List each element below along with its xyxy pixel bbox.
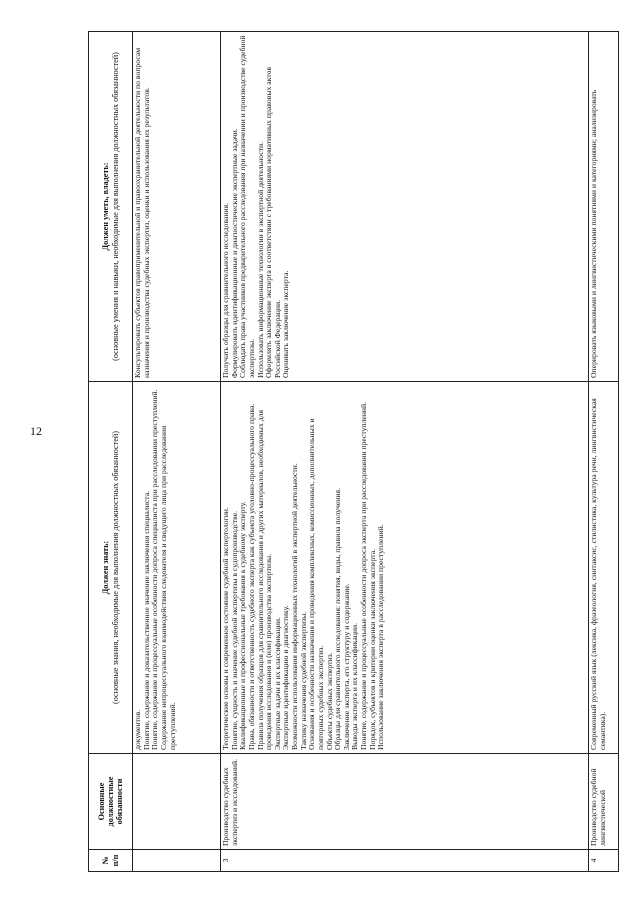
table-row (589, 32, 619, 872)
know-item: Экспертные идентификацию и диагностику. (281, 605, 291, 750)
skill-item: Оценивать заключение эксперта. (281, 270, 291, 378)
rotated-table-container (88, 32, 618, 872)
know-item: Заключение эксперта, его структуру и содержание. (341, 583, 351, 750)
row-know (133, 382, 221, 754)
table-row (221, 32, 589, 872)
skill-item: Получать образцы для сравнительного исследования. (221, 202, 230, 378)
row-skills (133, 32, 221, 382)
row-know (589, 382, 619, 754)
know-item: Выводы эксперта и их классификации. (350, 622, 360, 750)
row-num (133, 850, 221, 872)
know-item: Возможности использования информационных технологий в экспертной деятельности. (290, 463, 299, 750)
know-item: Понятие, содержание и доказательственное значение заключения специалиста. (141, 490, 151, 750)
know-item: Использование заключения эксперта в расследовании преступлений. (376, 524, 386, 750)
skill-item: Формулировать идентификационные и диагностические экспертные задачи. (229, 128, 239, 378)
know-item: Правила получения образцов для сравнительного исследования и других материалов, необходимых для проведения исследования и (или) производства экспертизы. (255, 410, 274, 750)
know-item: Понятие, содержание и процессуальные особенности допроса эксперта при расследовании преступлений. (359, 401, 368, 750)
know-item: Тактику назначения судебной экспертизы. (298, 611, 308, 750)
header-duties: Основные должностные обязанности (89, 754, 133, 850)
header-skills-title: Должен уметь, владеть: (101, 162, 111, 251)
know-item: Экспертные задачи и их классификации. (272, 617, 282, 750)
skill-item: Консультировать субъектов правоприменительной и правоохранительной деятельности по вопросам назначения и производства судебных экспертиз, оценки и использования их результатов. (133, 47, 151, 378)
know-item: Права, обязанности и ответственность судебного эксперта как субъекта уголовно-процессуального права. (246, 403, 256, 750)
skill-item: Использовать информационные технологии в экспертной деятельности. (255, 141, 265, 378)
row-duty: Производство судебных экспертиз и исследований. (221, 754, 589, 850)
know-item: Порядок, субъектов и критерии оценки заключения эксперта. (367, 548, 377, 750)
row-num: 4 (589, 850, 619, 872)
know-item: Современный русский язык (лексика, фразеология, синтаксис, стилистика, культура речи, лингвистическая семантика). (589, 398, 607, 750)
skill-item: Оперировать языковыми и лингвистическими понятиями и категориями; анализировать (589, 89, 598, 378)
skill-item: Соблюдать права участников предварительного расследования при назначении и производстве судебной экспертизы. (238, 35, 256, 378)
header-num: № п/п (89, 850, 133, 872)
page-number: 12 (30, 424, 42, 438)
header-skills-sub: (основные умения и навыки, необходимые для выполнения должностных обязанностей) (110, 52, 120, 361)
skill-item: Оформлять заключение эксперта в соответствии с требованиями нормативных правовых актов Российской Федерации. (264, 66, 282, 378)
row-num: 3 (221, 850, 589, 872)
know-item: Содержание непроцессуального взаимодействия следователя и сведущего лица при расследовании преступлений. (158, 425, 177, 750)
know-item: документов. (133, 709, 142, 750)
know-item: Понятие, содержание и процессуальные особенности допроса специалиста при расследовании преступлений. (150, 389, 160, 750)
table-row (133, 32, 221, 872)
table-header-row (89, 32, 133, 872)
competency-table (88, 31, 619, 872)
row-duty (133, 754, 221, 850)
know-item: Объекты судебных экспертиз. (324, 652, 334, 750)
row-skills (589, 32, 619, 382)
row-duty: Производство судебной лингвистической (589, 754, 619, 850)
header-know-sub: (основные знания, необходимые для выполнения должностных обязанностей) (110, 431, 120, 704)
know-item: Квалификационные и профессиональные требования к судебному эксперту. (238, 501, 248, 750)
row-know (221, 382, 589, 754)
header-know (89, 382, 133, 754)
know-item: Теоретические основы и современное состояние судебной экспертологии. (221, 507, 230, 750)
know-item: Образцы для сравнительного исследования: понятия, виды, правила получения. (333, 488, 343, 750)
header-skills (89, 32, 133, 382)
row-skills (221, 32, 589, 382)
know-item: Понятие, сущность и значение судебной экспертизы в судопроизводстве. (229, 510, 239, 750)
header-know-title: Должен знать: (101, 540, 111, 595)
know-item: Основания и особенности назначения и проведения комплексных, комиссионных, дополнительных и повторных судебных экспертиз. (307, 418, 325, 750)
